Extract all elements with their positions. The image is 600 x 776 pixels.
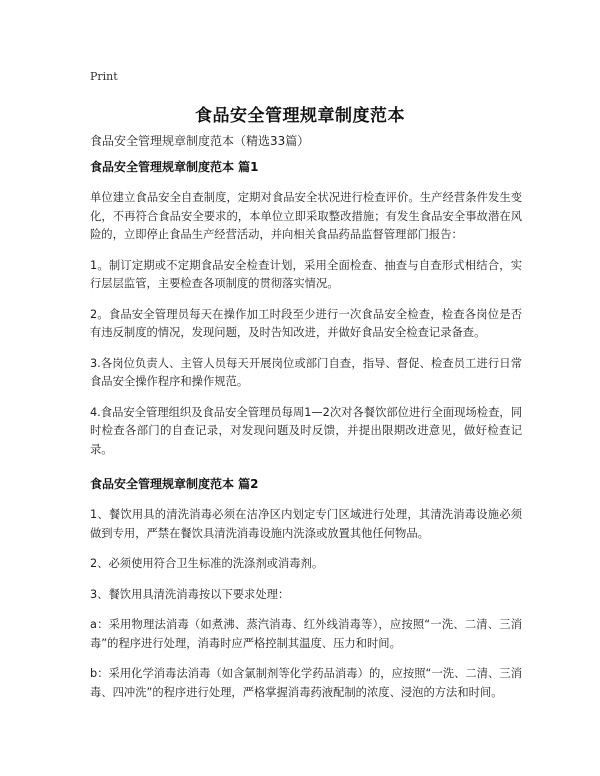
paragraph: a：采用物理法消毒（如煮沸、蒸汽消毒、红外线消毒等），应按照“一洗、二清、三消毒”的程序进行处理，消毒时应严格控制其温度、压力和时间。 <box>90 618 522 650</box>
document-subtitle: 食品安全管理规章制度范本（精选33篇） <box>90 134 310 148</box>
paragraph: 1。制订定期或不定期食品安全检查计划，采用全面检查、抽查与自查形式相结合，实行层层监管，主要检查各项制度的贯彻落实情况。 <box>90 258 522 290</box>
paragraph: 2。食品安全管理员每天在操作加工时段至少进行一次食品安全检查，检查各岗位是否有违反制度的情况，发现问题，及时告知改进，并做好食品安全检查记录备查。 <box>90 307 522 339</box>
section-2 <box>90 475 522 702</box>
paragraph: b：采用化学消毒法消毒（如含氯制剂等化学药品消毒）的，应按照“一洗、二清、三消毒、四冲洗”的程序进行处理，严格掌握消毒药液配制的浓度、浸泡的方法和时间。 <box>90 667 522 699</box>
print-label: Print <box>90 70 118 83</box>
paragraph: 3、餐饮用具清洗消毒按以下要求处理： <box>90 587 290 601</box>
paragraph: 单位建立食品安全自查制度，定期对食品安全状况进行检查评价。生产经营条件发生变化，不再符合食品安全要求的，本单位立即采取整改措施；有发生食品安全事故潜在风险的，立即停止食品生产经营活动，并向相关食品药品监督管理部门报告： <box>90 191 522 241</box>
document-body <box>90 158 522 714</box>
section-1 <box>90 158 522 459</box>
paragraph: 3.各岗位负责人、主管人员每天开展岗位或部门自查，指导、督促、检查员工进行日常食品安全操作程序和操作规范。 <box>90 356 522 388</box>
section-heading: 食品安全管理规章制度范本 篇1 <box>90 160 259 174</box>
paragraph: 2、必须使用符合卫生标准的洗涤剂或消毒剂。 <box>90 557 324 570</box>
paragraph: 4.食品安全管理组织及食品安全管理员每周1—2次对各餐饮部位进行全面现场检查，同时检查各部门的自查记录，对发现问题及时反馈，并提出限期改进意见，做好检查记录。 <box>90 405 522 456</box>
page-title: 食品安全管理规章制度范本 <box>195 106 405 126</box>
section-heading: 食品安全管理规章制度范本 篇2 <box>90 477 259 491</box>
paragraph: 1、餐饮用具的清洗消毒必须在洁净区内划定专门区域进行处理，其清洗消毒设施必须做到专用，严禁在餐饮具清洗消毒设施内洗涤或放置其他任何物品。 <box>90 508 522 540</box>
